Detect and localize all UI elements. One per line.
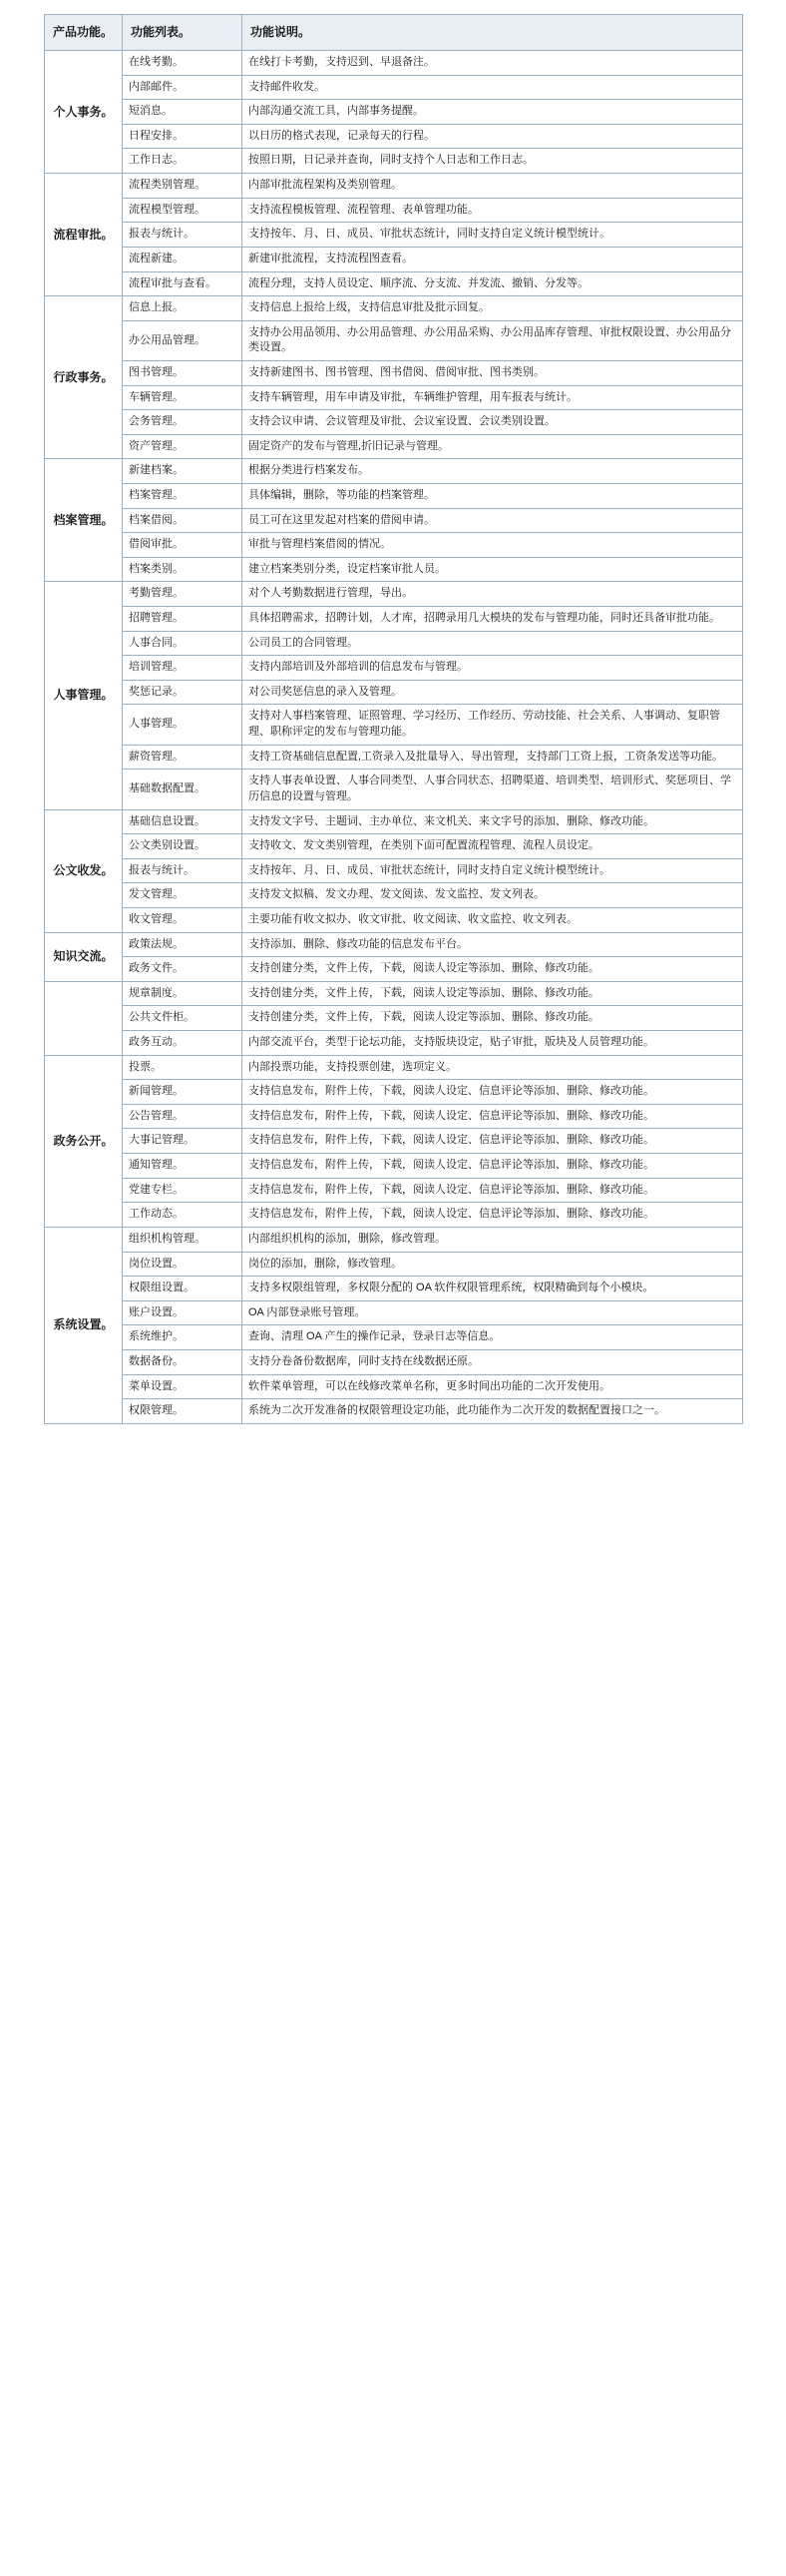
description-cell: 支持信息发布，附件上传，下载，阅读人设定、信息评论等添加、删除、修改功能。: [242, 1104, 743, 1129]
table-row: [45, 533, 743, 558]
table-row: [45, 981, 743, 1006]
description-cell: 支持邮件收发。: [242, 75, 743, 100]
description-cell: 查询、清理 OA 产生的操作记录，登录日志等信息。: [242, 1325, 743, 1350]
feature-cell: 公共文件柜。: [123, 1006, 242, 1031]
table-row: [45, 557, 743, 582]
table-row: [45, 1325, 743, 1350]
table-row: [45, 1055, 743, 1080]
description-cell: 支持按年、月、日、成员、审批状态统计，同时支持自定义统计模型统计。: [242, 858, 743, 883]
description-cell: 对个人考勤数据进行管理，导出。: [242, 582, 743, 607]
description-cell: 公司员工的合同管理。: [242, 631, 743, 656]
feature-cell: 车辆管理。: [123, 385, 242, 410]
feature-cell: 系统维护。: [123, 1325, 242, 1350]
header-function-list: 功能列表。: [123, 15, 242, 51]
feature-cell: 权限管理。: [123, 1399, 242, 1424]
table-row: [45, 1080, 743, 1105]
description-cell: 按照日期，日记录并查询，同时支持个人日志和工作日志。: [242, 149, 743, 174]
table-row: [45, 385, 743, 410]
table-row: [45, 858, 743, 883]
header-function-description: 功能说明。: [242, 15, 743, 51]
category-cell: 系统设置。: [45, 1227, 123, 1423]
feature-cell: 收文管理。: [123, 907, 242, 932]
table-row: [45, 1154, 743, 1179]
description-cell: 软件菜单管理，可以在线修改菜单名称，更多时间出功能的二次开发使用。: [242, 1374, 743, 1399]
description-cell: 内部投票功能，支持投票创建，选项定义。: [242, 1055, 743, 1080]
table-row: [45, 957, 743, 982]
feature-cell: 基础信息设置。: [123, 809, 242, 834]
description-cell: 审批与管理档案借阅的情况。: [242, 533, 743, 558]
description-cell: 支持创建分类，文件上传，下载，阅读人设定等添加、删除、修改功能。: [242, 981, 743, 1006]
description-cell: OA 内部登录账号管理。: [242, 1300, 743, 1325]
table-row: [45, 434, 743, 459]
feature-cell: 报表与统计。: [123, 858, 242, 883]
description-cell: 具体编辑，删除，等功能的档案管理。: [242, 484, 743, 509]
description-cell: 员工可在这里发起对档案的借阅申请。: [242, 508, 743, 533]
description-cell: 支持信息上报给上级，支持信息审批及批示回复。: [242, 296, 743, 321]
description-cell: 具体招聘需求，招聘计划，人才库，招聘录用几大模块的发布与管理功能，同时还具备审批功能。: [242, 607, 743, 632]
description-cell: 支持按年、月、日、成员、审批状态统计，同时支持自定义统计模型统计。: [242, 223, 743, 248]
table-row: [45, 1203, 743, 1228]
table-row: [45, 1227, 743, 1252]
table-row: [45, 51, 743, 76]
description-cell: 支持信息发布，附件上传，下载，阅读人设定、信息评论等添加、删除、修改功能。: [242, 1129, 743, 1154]
description-cell: 支持信息发布，附件上传，下载，阅读人设定、信息评论等添加、删除、修改功能。: [242, 1178, 743, 1203]
table-row: [45, 320, 743, 360]
feature-cell: 投票。: [123, 1055, 242, 1080]
table-row: [45, 1277, 743, 1301]
feature-cell: 流程新建。: [123, 247, 242, 271]
table-header-row: [45, 15, 743, 51]
table-row: [45, 834, 743, 859]
description-cell: 支持信息发布，附件上传，下载，阅读人设定、信息评论等添加、删除、修改功能。: [242, 1203, 743, 1228]
table-row: [45, 607, 743, 632]
table-row: [45, 932, 743, 957]
table-row: [45, 680, 743, 705]
description-cell: 支持对人事档案管理、证照管理、学习经历、工作经历、劳动技能、社会关系、人事调动、复职管理、职称评定的发布与管理功能。: [242, 705, 743, 745]
table-row: [45, 1374, 743, 1399]
description-cell: 系统为二次开发准备的权限管理设定功能，此功能作为二次开发的数据配置接口之一。: [242, 1399, 743, 1424]
table-row: [45, 100, 743, 125]
feature-cell: 菜单设置。: [123, 1374, 242, 1399]
table-row: [45, 1300, 743, 1325]
feature-cell: 人事合同。: [123, 631, 242, 656]
table-row: [45, 770, 743, 809]
description-cell: 在线打卡考勤，支持迟到、早退备注。: [242, 51, 743, 76]
description-cell: 支持发文字号、主题词、主办单位、来文机关、来文字号的添加、删除、修改功能。: [242, 809, 743, 834]
feature-matrix-table: [44, 14, 743, 1424]
feature-cell: 日程安排。: [123, 124, 242, 149]
table-row: [45, 907, 743, 932]
feature-cell: 组织机构管理。: [123, 1227, 242, 1252]
description-cell: 支持信息发布，附件上传，下载，阅读人设定、信息评论等添加、删除、修改功能。: [242, 1080, 743, 1105]
table-row: [45, 296, 743, 321]
description-cell: 支持会议申请、会议管理及审批、会议室设置、会议类别设置。: [242, 410, 743, 435]
feature-cell: 奖惩记录。: [123, 680, 242, 705]
description-cell: 支持办公用品领用、办公用品管理、办公用品采购、办公用品库存管理、审批权限设置、办公用品分类设置。: [242, 320, 743, 360]
feature-cell: 档案类别。: [123, 557, 242, 582]
feature-cell: 在线考勤。: [123, 51, 242, 76]
feature-cell: 办公用品管理。: [123, 320, 242, 360]
description-cell: 内部组织机构的添加，删除，修改管理。: [242, 1227, 743, 1252]
category-cell: 流程审批。: [45, 174, 123, 296]
feature-cell: 数据备份。: [123, 1349, 242, 1374]
table-row: [45, 1399, 743, 1424]
description-cell: 支持新建图书、图书管理、图书借阅、借阅审批、图书类别。: [242, 360, 743, 385]
table-row: [45, 656, 743, 681]
feature-cell: 流程类别管理。: [123, 174, 242, 199]
table-row: [45, 508, 743, 533]
description-cell: 支持车辆管理，用车申请及审批，车辆维护管理，用车报表与统计。: [242, 385, 743, 410]
description-cell: 主要功能有收文拟办、收文审批、收文阅读、收文监控、收文列表。: [242, 907, 743, 932]
table-row: [45, 247, 743, 271]
table-row: [45, 459, 743, 484]
table-row: [45, 1349, 743, 1374]
table-row: [45, 1006, 743, 1031]
description-cell: 支持流程模板管理、流程管理、表单管理功能。: [242, 198, 743, 223]
description-cell: 内部沟通交流工具，内部事务提醒。: [242, 100, 743, 125]
feature-cell: 公文类别设置。: [123, 834, 242, 859]
table-row: [45, 883, 743, 908]
table-row: [45, 745, 743, 770]
description-cell: 建立档案类别分类，设定档案审批人员。: [242, 557, 743, 582]
feature-cell: 信息上报。: [123, 296, 242, 321]
category-cell: [45, 981, 123, 1055]
feature-cell: 图书管理。: [123, 360, 242, 385]
description-cell: 以日历的格式表现，记录每天的行程。: [242, 124, 743, 149]
description-cell: 支持发文拟稿、发文办理、发文阅读、发文监控、发文列表。: [242, 883, 743, 908]
description-cell: 根据分类进行档案发布。: [242, 459, 743, 484]
table-row: [45, 360, 743, 385]
feature-cell: 发文管理。: [123, 883, 242, 908]
table-row: [45, 1031, 743, 1056]
description-cell: 支持内部培训及外部培训的信息发布与管理。: [242, 656, 743, 681]
category-cell: 行政事务。: [45, 296, 123, 459]
feature-cell: 流程模型管理。: [123, 198, 242, 223]
table-row: [45, 484, 743, 509]
table-row: [45, 1178, 743, 1203]
feature-cell: 账户设置。: [123, 1300, 242, 1325]
table-row: [45, 1129, 743, 1154]
description-cell: 支持人事表单设置、人事合同类型、人事合同状态、招聘渠道、培训类型、培训形式、奖惩项目、学历信息的设置与管理。: [242, 770, 743, 809]
feature-cell: 政务文件。: [123, 957, 242, 982]
table-row: [45, 809, 743, 834]
category-cell: 知识交流。: [45, 932, 123, 981]
table-row: [45, 582, 743, 607]
feature-cell: 会务管理。: [123, 410, 242, 435]
table-row: [45, 1104, 743, 1129]
description-cell: 内部审批流程架构及类别管理。: [242, 174, 743, 199]
table-row: [45, 149, 743, 174]
feature-cell: 大事记管理。: [123, 1129, 242, 1154]
description-cell: 支持收文、发文类别管理，在类别下面可配置流程管理、流程人员设定。: [242, 834, 743, 859]
feature-cell: 流程审批与查看。: [123, 271, 242, 296]
table-row: [45, 705, 743, 745]
feature-cell: 基础数据配置。: [123, 770, 242, 809]
feature-cell: 内部邮件。: [123, 75, 242, 100]
table-row: [45, 198, 743, 223]
table-header: [45, 15, 743, 51]
header-product-function: 产品功能。: [45, 15, 123, 51]
description-cell: 固定资产的发布与管理,折旧记录与管理。: [242, 434, 743, 459]
feature-cell: 招聘管理。: [123, 607, 242, 632]
description-cell: 内部交流平台，类型于论坛功能，支持版块设定，贴子审批，版块及人员管理功能。: [242, 1031, 743, 1056]
feature-cell: 岗位设置。: [123, 1252, 242, 1277]
table-row: [45, 271, 743, 296]
feature-cell: 工作日志。: [123, 149, 242, 174]
feature-cell: 新闻管理。: [123, 1080, 242, 1105]
table-row: [45, 223, 743, 248]
feature-cell: 档案借阅。: [123, 508, 242, 533]
feature-cell: 薪资管理。: [123, 745, 242, 770]
description-cell: 支持多权限组管理，多权限分配的 OA 软件权限管理系统，权限精确到每个小模块。: [242, 1277, 743, 1301]
description-cell: 支持工资基础信息配置,工资录入及批量导入、导出管理，支持部门工资上报，工资条发送等功能。: [242, 745, 743, 770]
feature-cell: 通知管理。: [123, 1154, 242, 1179]
table-row: [45, 410, 743, 435]
category-cell: 政务公开。: [45, 1055, 123, 1227]
feature-cell: 新建档案。: [123, 459, 242, 484]
table-row: [45, 174, 743, 199]
table-row: [45, 1252, 743, 1277]
feature-cell: 档案管理。: [123, 484, 242, 509]
feature-cell: 工作动态。: [123, 1203, 242, 1228]
feature-cell: 考勤管理。: [123, 582, 242, 607]
description-cell: 支持创建分类，文件上传，下载，阅读人设定等添加、删除、修改功能。: [242, 957, 743, 982]
feature-cell: 借阅审批。: [123, 533, 242, 558]
feature-cell: 人事管理。: [123, 705, 242, 745]
description-cell: 支持创建分类，文件上传，下载，阅读人设定等添加、删除、修改功能。: [242, 1006, 743, 1031]
description-cell: 流程分理，支持人员设定、顺序流、分支流、并发流、撤销、分发等。: [242, 271, 743, 296]
category-cell: 公文收发。: [45, 809, 123, 932]
description-cell: 对公司奖惩信息的录入及管理。: [242, 680, 743, 705]
description-cell: 新建审批流程，支持流程图查看。: [242, 247, 743, 271]
description-cell: 支持信息发布，附件上传，下载，阅读人设定、信息评论等添加、删除、修改功能。: [242, 1154, 743, 1179]
feature-cell: 资产管理。: [123, 434, 242, 459]
table-body: [45, 51, 743, 1424]
feature-cell: 党建专栏。: [123, 1178, 242, 1203]
table-row: [45, 75, 743, 100]
category-cell: 个人事务。: [45, 51, 123, 174]
feature-cell: 政务互动。: [123, 1031, 242, 1056]
description-cell: 岗位的添加，删除，修改管理。: [242, 1252, 743, 1277]
feature-cell: 培训管理。: [123, 656, 242, 681]
category-cell: 档案管理。: [45, 459, 123, 582]
description-cell: 支持分卷备份数据库，同时支持在线数据还原。: [242, 1349, 743, 1374]
table-row: [45, 124, 743, 149]
feature-cell: 政策法规。: [123, 932, 242, 957]
feature-cell: 报表与统计。: [123, 223, 242, 248]
feature-cell: 权限组设置。: [123, 1277, 242, 1301]
feature-cell: 短消息。: [123, 100, 242, 125]
category-cell: 人事管理。: [45, 582, 123, 809]
table-row: [45, 631, 743, 656]
feature-cell: 规章制度。: [123, 981, 242, 1006]
feature-cell: 公告管理。: [123, 1104, 242, 1129]
description-cell: 支持添加、删除、修改功能的信息发布平台。: [242, 932, 743, 957]
